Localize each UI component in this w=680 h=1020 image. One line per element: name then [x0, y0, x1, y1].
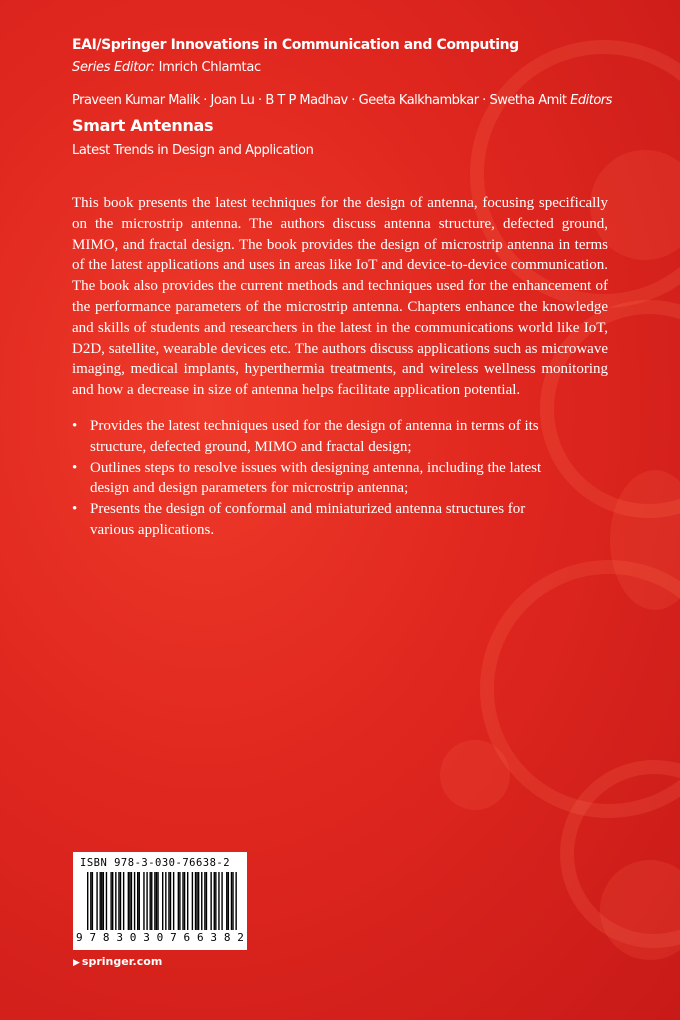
feature-item: • Provides the latest techniques used for the design of antenna in terms of its structure, defected ground, MIMO and fractal design;: [72, 416, 552, 458]
series-editor-label: Series Editor:: [72, 60, 155, 75]
barcode-digit: 7: [89, 931, 97, 944]
feature-item: • Presents the design of conformal and miniaturized antenna structures for various applications.: [72, 499, 552, 541]
book-subtitle: Latest Trends in Design and Application: [72, 143, 314, 158]
book-title: Smart Antennas: [72, 116, 214, 135]
editors-role: Editors: [570, 93, 612, 108]
series-editor: [72, 60, 261, 75]
decor-circle: [440, 740, 510, 810]
publisher-url: springer.com: [81, 955, 163, 968]
barcode-digit: 0: [129, 931, 137, 944]
isbn-label: ISBN 978-3-030-76638-2: [80, 857, 231, 869]
series-editor-name: Imrich Chlamtac: [158, 60, 261, 75]
book-description: This book presents the latest techniques for the design of antenna, focusing specifically on the microstrip antenna. The authors discuss antenna structure, defected ground, MIMO, and fractal design. The book provides the design of microstrip antenna in terms of the latest applications and uses in areas like IoT and device-to-device communication. The book also provides the current methods and techniques used for the enhancement of the performance parameters of the microstrip antenna. Chapters enhance the knowledge and skills of students and researchers in the latest in the communications world like IoT, D2D, satellite, wearable devices etc. The authors discuss applications such as microwave imaging, medical implants, hyperthermia treatments, and wireless wellness monitoring and how a decrease in size of antenna helps facilitate application potential.: [72, 195, 608, 399]
barcode-digit: 3: [210, 931, 217, 944]
barcode-digit: 8: [102, 931, 110, 944]
publisher-link[interactable]: [73, 955, 162, 968]
barcode-digit: 6: [183, 931, 191, 944]
series-title: EAI/Springer Innovations in Communication and Computing: [72, 37, 519, 53]
feature-list: [72, 416, 552, 541]
barcode-digit: 9: [76, 931, 83, 944]
barcode-digit: 0: [156, 931, 164, 944]
triangle-right-icon: ▶: [73, 958, 80, 968]
barcode-digit: 3: [143, 931, 150, 944]
feature-item: • Outlines steps to resolve issues with designing antenna, including the latest design and design parameters for microstrip antenna;: [72, 458, 552, 500]
barcode-digit: 2: [237, 931, 244, 944]
book-editors: [72, 93, 612, 108]
barcode-digit: 6: [196, 931, 204, 944]
barcode-digits: [76, 931, 244, 944]
isbn-barcode: [73, 852, 247, 950]
barcode-digit: 7: [170, 931, 177, 944]
barcode-bars: [87, 872, 237, 930]
barcode-digit: 3: [116, 931, 123, 944]
editor-names: Praveen Kumar Malik · Joan Lu · B T P Madhav · Geeta Kalkhambkar · Swetha Amit: [72, 93, 567, 108]
barcode-digit: 8: [223, 931, 231, 944]
